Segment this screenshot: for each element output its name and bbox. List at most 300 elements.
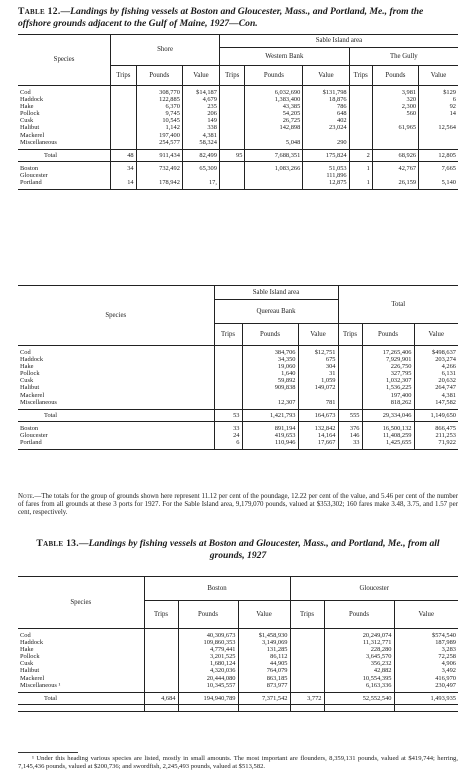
table-row [18, 370, 458, 377]
value-cell: 147,582 [414, 399, 458, 406]
table-row [18, 349, 458, 356]
value-cell [242, 392, 298, 399]
value-cell: 2,300 [372, 103, 418, 110]
species-cell: Pollock [20, 653, 40, 661]
spacer-cell [144, 708, 178, 712]
value-cell: 65,309 [182, 165, 219, 172]
value-cell: $129 [419, 89, 458, 96]
value-cell [219, 110, 244, 117]
value-cell [144, 667, 178, 674]
value-cell: 4,684 [144, 692, 178, 704]
value-cell [136, 172, 182, 179]
value-cell [214, 377, 242, 384]
species-cell: Cusk [20, 117, 34, 125]
value-cell [219, 89, 244, 96]
value-cell: 7,665 [419, 165, 458, 172]
spacer-row [18, 708, 458, 712]
table-row [18, 392, 458, 399]
species-cell: Mackerel [20, 391, 45, 399]
species-cell: Miscellaneous ¹ [20, 681, 61, 689]
quereau-bank-header: Quereau Bank [214, 300, 338, 324]
species-cell: Pollock [20, 370, 40, 378]
spacer-cell [298, 446, 338, 450]
value-cell: 228,280 [324, 646, 394, 653]
table13-title: —Landings by fishing vessels at Boston and Gloucester, Mass., and Portland, Me., from all grounds, 1927 [78, 538, 440, 561]
value-cell: 3,492 [394, 667, 458, 674]
value-cell [372, 117, 418, 124]
value-cell: 3,772 [290, 692, 324, 704]
table-row [18, 89, 458, 96]
value-cell [111, 89, 136, 96]
value-cell: 20,632 [414, 377, 458, 384]
value-cell [182, 172, 219, 179]
value-cell: 4,679 [182, 96, 219, 103]
table-row [18, 675, 458, 682]
value-cell: 6,131 [414, 370, 458, 377]
spacer-cell [18, 446, 214, 450]
species-cell: Portland [20, 178, 42, 186]
table-row [18, 639, 458, 646]
value-cell: 34 [111, 165, 136, 172]
table-row [18, 103, 458, 110]
value-cell: 1,059 [298, 377, 338, 384]
value-cell: 3,149,069 [238, 639, 290, 646]
table-row [18, 377, 458, 384]
value-cell: 6,370 [136, 103, 182, 110]
value-cell: 4,381 [182, 132, 219, 139]
value-cell: 376 [338, 425, 362, 432]
col-pounds: Pounds [372, 66, 418, 86]
value-cell [338, 399, 362, 406]
total-row [18, 692, 458, 704]
value-cell: 42,882 [324, 667, 394, 674]
species-cell: Cod [20, 89, 31, 96]
species-cell: Boston [20, 424, 39, 432]
col-value: Value [182, 66, 219, 86]
species-cell: Haddock [20, 96, 44, 104]
species-cell: Cusk [20, 377, 34, 385]
species-cell: Cod [20, 632, 31, 639]
value-cell: 230,497 [394, 682, 458, 689]
value-cell: 132,842 [298, 425, 338, 432]
value-cell: 59,892 [242, 377, 298, 384]
value-cell: 11,312,771 [324, 639, 394, 646]
value-cell: 786 [303, 103, 349, 110]
table-row [18, 667, 458, 674]
col-value: Value [414, 324, 458, 346]
table-row [18, 96, 458, 103]
table13-caption [18, 538, 458, 562]
col-trips: Trips [144, 601, 178, 629]
value-cell: 5,048 [245, 139, 303, 146]
value-cell [245, 132, 303, 139]
value-cell: 3,645,570 [324, 653, 394, 660]
species-header: Species [18, 286, 214, 346]
value-cell [298, 392, 338, 399]
value-cell [144, 675, 178, 682]
value-cell [111, 117, 136, 124]
value-cell [111, 139, 136, 146]
value-cell: 86,112 [238, 653, 290, 660]
value-cell [290, 653, 324, 660]
value-cell: 197,400 [362, 392, 414, 399]
value-cell [419, 132, 458, 139]
value-cell: 95 [219, 149, 244, 161]
table-row [18, 399, 458, 406]
value-cell: 356,232 [324, 660, 394, 667]
value-cell [214, 392, 242, 399]
value-cell: 51,053 [303, 165, 349, 172]
value-cell: 109,860,353 [178, 639, 238, 646]
col-value: Value [238, 601, 290, 629]
value-cell [214, 356, 242, 363]
species-cell: Mackerel [20, 674, 45, 682]
value-cell: 10,554,395 [324, 675, 394, 682]
table-row [18, 425, 458, 432]
col-value: Value [394, 601, 458, 629]
value-cell [349, 117, 372, 124]
value-cell: 33 [338, 439, 362, 446]
species-cell: Mackerel [20, 131, 45, 139]
value-cell: 14,164 [298, 432, 338, 439]
spacer-row [18, 186, 458, 190]
value-cell: 197,400 [136, 132, 182, 139]
table13-number: Table 13. [36, 538, 79, 549]
value-cell: 203,274 [414, 356, 458, 363]
value-cell: 1 [349, 179, 372, 186]
col-trips: Trips [219, 66, 244, 86]
value-cell: 17,667 [298, 439, 338, 446]
boston-header: Boston [144, 577, 290, 601]
value-cell [290, 667, 324, 674]
col-value: Value [419, 66, 458, 86]
value-cell: 863,185 [238, 675, 290, 682]
value-cell [144, 653, 178, 660]
table13-body [18, 629, 458, 712]
col-pounds: Pounds [324, 601, 394, 629]
col-pounds: Pounds [178, 601, 238, 629]
value-cell: 31 [298, 370, 338, 377]
species-cell: Haddock [20, 639, 44, 647]
value-cell [219, 172, 244, 179]
spacer-cell [238, 708, 290, 712]
value-cell: 58,324 [182, 139, 219, 146]
value-cell: 419,653 [242, 432, 298, 439]
value-cell: 211,253 [414, 432, 458, 439]
col-trips: Trips [111, 66, 136, 86]
spacer-cell [324, 708, 394, 712]
total-header: Total [338, 286, 458, 324]
value-cell: 24 [214, 432, 242, 439]
table13 [18, 576, 458, 712]
table-row [18, 132, 458, 139]
table12-note [18, 493, 458, 518]
value-cell: 3,283 [394, 646, 458, 653]
value-cell [372, 172, 418, 179]
value-cell: 53 [214, 409, 242, 421]
value-cell: 29,334,046 [362, 409, 414, 421]
value-cell: 290 [303, 139, 349, 146]
sable-island-header: Sable Island area [219, 35, 458, 48]
value-cell: $14,187 [182, 89, 219, 96]
spacer-cell [303, 186, 349, 190]
value-cell [290, 682, 324, 689]
value-cell [111, 110, 136, 117]
value-cell [419, 172, 458, 179]
value-cell [111, 124, 136, 131]
value-cell [144, 632, 178, 639]
table12-number: Table 12. [18, 6, 61, 17]
value-cell: 10,345,557 [178, 682, 238, 689]
species-cell: Miscellaneous [20, 398, 57, 406]
value-cell [349, 124, 372, 131]
col-pounds: Pounds [136, 66, 182, 86]
table12-part1-body [18, 86, 458, 190]
value-cell: 26,159 [372, 179, 418, 186]
value-cell: 1,640 [242, 370, 298, 377]
value-cell: 61,965 [372, 124, 418, 131]
species-cell: Gloucester [20, 171, 48, 179]
value-cell: 20,444,080 [178, 675, 238, 682]
table12-part1 [18, 34, 458, 190]
value-cell: 146 [338, 432, 362, 439]
value-cell: 235 [182, 103, 219, 110]
value-cell [349, 172, 372, 179]
spacer-cell [242, 446, 298, 450]
western-bank-header: Western Bank [219, 48, 349, 66]
value-cell [111, 172, 136, 179]
species-cell: Total [18, 409, 214, 421]
col-trips: Trips [290, 601, 324, 629]
col-value: Value [303, 66, 349, 86]
table-row [18, 439, 458, 446]
value-cell: $131,798 [303, 89, 349, 96]
spacer-row [18, 446, 458, 450]
value-cell: 1 [349, 165, 372, 172]
value-cell: 40,309,673 [178, 632, 238, 639]
species-cell: Portland [20, 438, 42, 446]
value-cell [290, 646, 324, 653]
value-cell: 327,795 [362, 370, 414, 377]
value-cell [219, 117, 244, 124]
value-cell: 149 [182, 117, 219, 124]
species-cell: Boston [20, 164, 39, 172]
table-row [18, 117, 458, 124]
value-cell: $498,637 [414, 349, 458, 356]
value-cell [219, 165, 244, 172]
value-cell: 71,922 [414, 439, 458, 446]
value-cell [144, 639, 178, 646]
value-cell: 175,824 [303, 149, 349, 161]
value-cell [111, 96, 136, 103]
species-cell: Gloucester [20, 431, 48, 439]
value-cell: 4,381 [414, 392, 458, 399]
table-row [18, 432, 458, 439]
value-cell: $12,751 [298, 349, 338, 356]
value-cell: 194,940,789 [178, 692, 238, 704]
value-cell [219, 103, 244, 110]
table-row [18, 660, 458, 667]
table12-caption [18, 6, 458, 30]
value-cell [214, 384, 242, 391]
value-cell: 6 [419, 96, 458, 103]
species-cell: Haddock [20, 356, 44, 364]
value-cell: 10,545 [136, 117, 182, 124]
table-row [18, 682, 458, 689]
value-cell: 19,060 [242, 363, 298, 370]
spacer-cell [290, 708, 324, 712]
species-cell: Pollock [20, 110, 40, 118]
value-cell [219, 139, 244, 146]
value-cell [144, 646, 178, 653]
value-cell [214, 363, 242, 370]
value-cell: 2 [349, 149, 372, 161]
value-cell: 6 [214, 439, 242, 446]
table12-part2-body [18, 346, 458, 450]
value-cell: 92 [419, 103, 458, 110]
value-cell: 11,408,259 [362, 432, 414, 439]
value-cell [419, 139, 458, 146]
spacer-cell [338, 446, 362, 450]
value-cell: 3,201,525 [178, 653, 238, 660]
species-cell: Hake [20, 103, 34, 111]
species-cell: Total [18, 149, 111, 161]
value-cell: 12,875 [303, 179, 349, 186]
value-cell: 555 [338, 409, 362, 421]
spacer-cell [419, 186, 458, 190]
value-cell [290, 632, 324, 639]
value-cell: 873,977 [238, 682, 290, 689]
value-cell: 43,385 [245, 103, 303, 110]
spacer-cell [362, 446, 414, 450]
value-cell [214, 349, 242, 356]
table-row [18, 653, 458, 660]
total-row [18, 149, 458, 161]
table-row [18, 110, 458, 117]
value-cell [372, 132, 418, 139]
species-cell: Hake [20, 363, 34, 371]
value-cell [245, 172, 303, 179]
table-row [18, 632, 458, 639]
table-row [18, 124, 458, 131]
footnote-rule [18, 752, 78, 753]
gully-header: The Gully [349, 48, 458, 66]
value-cell: 34,350 [242, 356, 298, 363]
value-cell: 1,032,307 [362, 377, 414, 384]
value-cell: 648 [303, 110, 349, 117]
species-cell: Halibut [20, 384, 40, 392]
value-cell: 142,898 [245, 124, 303, 131]
value-cell: 82,499 [182, 149, 219, 161]
value-cell: 44,905 [238, 660, 290, 667]
value-cell: 911,434 [136, 149, 182, 161]
value-cell: 164,673 [298, 409, 338, 421]
table-row [18, 172, 458, 179]
value-cell: 560 [372, 110, 418, 117]
value-cell: 12,805 [419, 149, 458, 161]
value-cell [144, 660, 178, 667]
value-cell [349, 132, 372, 139]
value-cell: 818,262 [362, 399, 414, 406]
value-cell [214, 370, 242, 377]
value-cell: 110,946 [242, 439, 298, 446]
species-header: Species [18, 35, 111, 86]
table-row [18, 356, 458, 363]
value-cell: 16,500,132 [362, 425, 414, 432]
value-cell: 6,163,336 [324, 682, 394, 689]
table-row [18, 646, 458, 653]
value-cell [111, 103, 136, 110]
value-cell: 33 [214, 425, 242, 432]
spacer-cell [18, 186, 111, 190]
note-text: —The totals for the group of grounds shown here represent 11.12 per cent of the poundage, 12.22 per cent of the value, and 5.46 per cent of the number of fares from all grounds at these 3 ports for 1927. For the Sable Island area, 9,179,070 pounds, valued at $353,302; 160 fares make 3.48, 3.75, and 1.57 per cent, respectively. [18, 493, 458, 517]
value-cell: 48 [111, 149, 136, 161]
value-cell: 909,838 [242, 384, 298, 391]
value-cell [245, 179, 303, 186]
spacer-cell [414, 446, 458, 450]
value-cell: 9,745 [136, 110, 182, 117]
value-cell: 122,885 [136, 96, 182, 103]
value-cell: 1,149,650 [414, 409, 458, 421]
shore-header: Shore [111, 35, 220, 66]
value-cell: 1,680,124 [178, 660, 238, 667]
value-cell: 384,706 [242, 349, 298, 356]
species-cell: Total [18, 692, 144, 704]
value-cell [338, 363, 362, 370]
col-pounds: Pounds [242, 324, 298, 346]
value-cell: 111,896 [303, 172, 349, 179]
spacer-cell [372, 186, 418, 190]
species-cell: Cusk [20, 660, 34, 668]
gloucester-header: Gloucester [290, 577, 458, 601]
value-cell [144, 682, 178, 689]
value-cell [290, 660, 324, 667]
value-cell [349, 96, 372, 103]
spacer-cell [178, 708, 238, 712]
value-cell: 781 [298, 399, 338, 406]
spacer-cell [182, 186, 219, 190]
value-cell: 1,493,935 [394, 692, 458, 704]
table-row [18, 139, 458, 146]
value-cell: 12,307 [242, 399, 298, 406]
value-cell [338, 384, 362, 391]
table-row [18, 363, 458, 370]
value-cell: 5,140 [419, 179, 458, 186]
value-cell: 3,981 [372, 89, 418, 96]
value-cell: 304 [298, 363, 338, 370]
col-trips: Trips [349, 66, 372, 86]
value-cell: 254,577 [136, 139, 182, 146]
value-cell: 54,205 [245, 110, 303, 117]
value-cell: 12,564 [419, 124, 458, 131]
value-cell [419, 117, 458, 124]
value-cell [349, 110, 372, 117]
value-cell [290, 639, 324, 646]
value-cell: 264,747 [414, 384, 458, 391]
value-cell: 68,926 [372, 149, 418, 161]
value-cell: 732,492 [136, 165, 182, 172]
value-cell: 7,929,901 [362, 356, 414, 363]
value-cell: 6,032,690 [245, 89, 303, 96]
value-cell: 17, [182, 179, 219, 186]
value-cell [219, 124, 244, 131]
value-cell: 14 [419, 110, 458, 117]
value-cell: 7,688,351 [245, 149, 303, 161]
value-cell: 338 [182, 124, 219, 131]
value-cell: 866,475 [414, 425, 458, 432]
col-pounds: Pounds [245, 66, 303, 86]
value-cell [349, 89, 372, 96]
